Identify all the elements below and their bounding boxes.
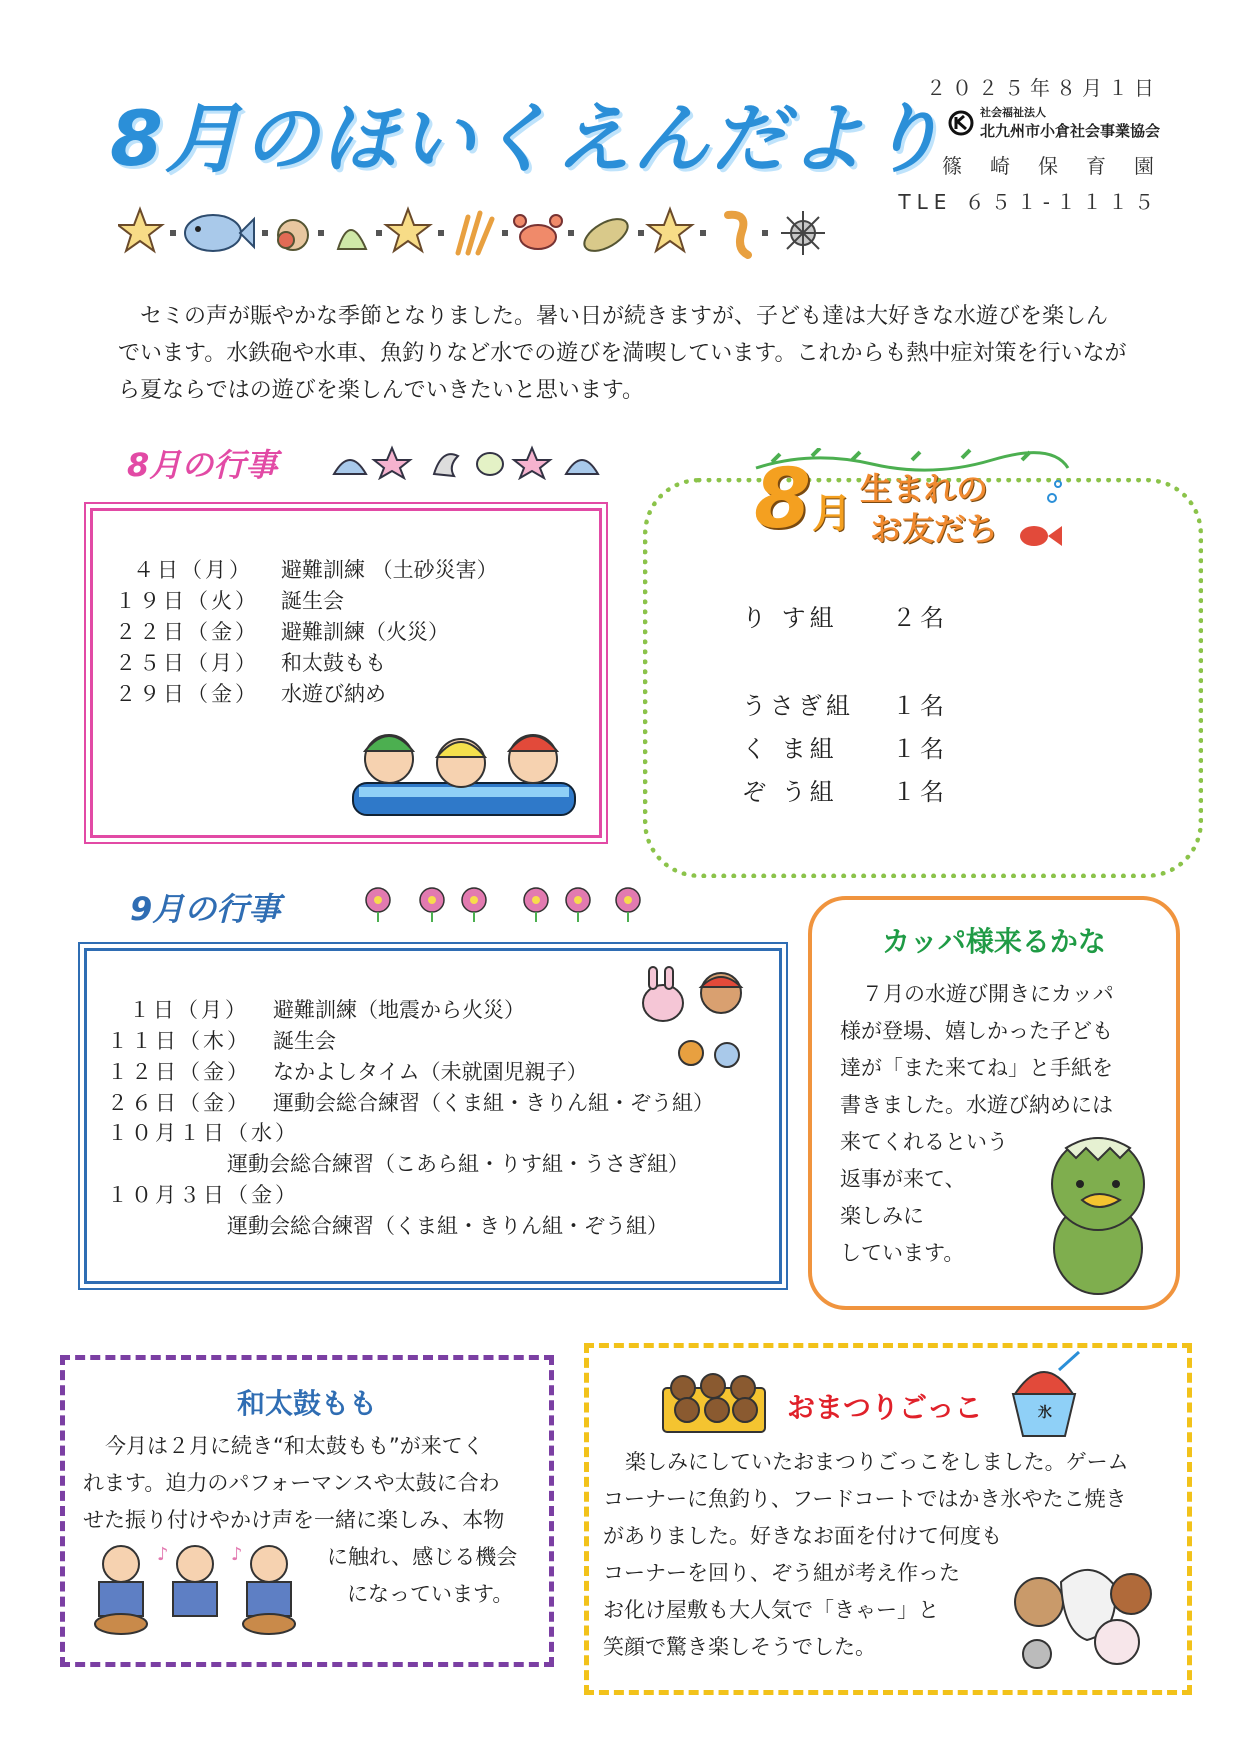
birthday-count: １名 (892, 692, 948, 720)
table-row (115, 646, 498, 677)
august-events-box (90, 508, 602, 838)
kappa-line: 達が「また来てね」と手紙を (840, 1056, 1113, 1080)
festival-title: おまつりごっこ (787, 1391, 983, 1424)
table-row (115, 584, 498, 615)
birthday-group: うさぎ組 (742, 692, 854, 720)
event-date: ２２日（金） (115, 619, 259, 644)
org-type: 社会福祉法人 (979, 106, 1046, 119)
event-date: ２６日（金） (107, 1090, 251, 1115)
event-name: 誕生会 (281, 588, 344, 613)
taiko-line: になっています。 (347, 1582, 514, 1606)
animal-kids-illustration (635, 963, 765, 1073)
shaved-ice-icon (999, 1350, 1089, 1440)
hermit-crab-icon (278, 220, 308, 250)
taiko-line: に触れ、感じる機会 (327, 1545, 518, 1569)
table-row (107, 1086, 714, 1117)
page-title: 8月のほいくえんだより (110, 94, 945, 183)
birthdays-title (752, 442, 1072, 560)
birthdays-title-line1: 生まれの (860, 470, 989, 508)
event-date: １９日（火） (115, 588, 259, 613)
event-name: 避難訓練（地震から火災） (273, 997, 525, 1022)
birthdays-title-line2: お友だち (870, 510, 999, 548)
festival-line: コーナーを回り、ぞう組が考え作った (603, 1561, 960, 1585)
kappa-line: 書きました。水遊び納めには (840, 1093, 1113, 1117)
sea-creatures-decoration (118, 205, 878, 261)
kappa-line: 様が登場、嬉しかった子ども (840, 1019, 1113, 1043)
event-date: ４日（月） (133, 557, 253, 582)
kappa-box (808, 896, 1180, 1310)
event-date: ２９日（金） (115, 681, 259, 706)
festival-line: コーナーに魚釣り、フードコートではかき氷やたこ焼き (603, 1487, 1127, 1511)
org-logo-icon (948, 110, 974, 136)
intro-paragraph: セミの声が賑やかな季節となりました。暑い日が続きますが、子ども達は大好きな水遊びを楽しんでいます。水鉄砲や水車、魚釣りなど水での遊びを満喫しています。これからも熱中症対策を行いながら夏ならではの遊びを楽しんでいきたいと思います。 (118, 304, 1127, 403)
august-events-title: 8月の行事 (127, 446, 278, 484)
music-note-icon-2: ♪ (231, 1544, 243, 1565)
table-row (107, 1024, 714, 1055)
shells-decoration (330, 444, 610, 480)
takoyaki-icon (659, 1358, 769, 1438)
taiko-line: せた振り付けやかけ声を一緒に楽しみ、本物 (83, 1508, 505, 1532)
shell-icon (338, 230, 366, 249)
birthday-count: ２名 (892, 604, 948, 632)
august-events-table (115, 553, 498, 708)
conch-icon (579, 213, 633, 258)
event-date: １１日（木） (107, 1028, 251, 1053)
crab-icon (514, 215, 562, 249)
flowers-decoration (360, 884, 650, 924)
shaved-ice-label: 氷 (1038, 1405, 1052, 1421)
kappa-line: 来てくれるという (840, 1130, 1008, 1154)
event-date: １０月１日（水） (107, 1121, 299, 1145)
event-date: １０月３日（金） (107, 1183, 299, 1207)
table-row (107, 993, 714, 1024)
festival-line: がありました。好きなお面を付けて何度も (603, 1524, 1002, 1548)
october-events (107, 1117, 779, 1241)
goldfish-icon (1020, 526, 1062, 546)
kappa-title: カッパ様来るかな (882, 925, 1106, 958)
festival-line: 笑顔で驚き楽しそうでした。 (603, 1635, 876, 1659)
birthday-group: く ま組 (742, 735, 838, 763)
event-date: １日（月） (129, 997, 249, 1022)
event-name: 運動会総合練習（くま組・きりん組・ぞう組） (227, 1214, 668, 1238)
taiko-title: 和太鼓もも (236, 1387, 377, 1420)
kappa-line: ７月の水遊び開きにカッパ (862, 982, 1114, 1006)
event-name: 避難訓練 （土砂災害） (281, 557, 498, 582)
fish-icon (185, 215, 254, 251)
table-row (115, 615, 498, 646)
table-row (107, 1055, 714, 1086)
festival-line: 楽しみにしていたおまつりごっこをしました。ゲーム (625, 1450, 1129, 1474)
org-name: 北九州市小倉社会事業協会 (979, 122, 1160, 140)
taiko-box (60, 1355, 554, 1667)
seahorse-icon (728, 215, 748, 255)
phone-number: TLE ６５１-１１１５ (898, 190, 1160, 214)
september-events-title: 9月の行事 (130, 890, 281, 928)
kappa-illustration (1034, 1128, 1164, 1298)
event-name: 運動会総合練習（こあら組・りす組・うさぎ組） (227, 1152, 689, 1176)
masks-illustration (1007, 1562, 1157, 1674)
starfish-icon-2 (386, 209, 430, 251)
table-row (115, 677, 498, 708)
issue-date: ２０２５年８月１日 (926, 76, 1160, 100)
birthday-row (742, 772, 948, 807)
birthday-row (742, 686, 948, 721)
kappa-line: 楽しみに (840, 1204, 924, 1228)
event-name: 運動会総合練習（くま組・きりん組・ぞう組） (273, 1090, 714, 1115)
nursery-name: 篠崎保育園 (942, 154, 1182, 178)
september-events-box (84, 948, 782, 1284)
music-note-icon: ♪ (157, 1544, 169, 1565)
taiko-drummers-illustration (85, 1538, 305, 1638)
kappa-line: しています。 (840, 1241, 965, 1265)
birthdays-title-number: 8 (754, 452, 812, 547)
birthday-count: １名 (892, 778, 948, 806)
event-name: 誕生会 (273, 1028, 336, 1053)
september-events-table (107, 993, 714, 1117)
birthday-count: １名 (892, 735, 948, 763)
event-date: １２日（金） (107, 1059, 251, 1084)
birthday-row (742, 729, 948, 764)
festival-box (584, 1343, 1192, 1695)
event-name: 避難訓練（火災） (281, 619, 449, 644)
kappa-line: 返事が来て、 (840, 1167, 966, 1191)
kids-pool-illustration (349, 721, 579, 821)
table-row (115, 553, 498, 584)
taiko-line: れます。迫力のパフォーマンスや太鼓に合わ (83, 1471, 500, 1495)
event-name: 和太鼓もも (281, 650, 386, 675)
birthdays-title-month: 月 (812, 491, 852, 537)
coral-icon (458, 213, 492, 253)
birthday-group: り す組 (742, 604, 838, 632)
birthday-group: ぞ う組 (742, 778, 838, 806)
event-name: 水遊び納め (281, 681, 386, 706)
org-block (948, 104, 1160, 141)
festival-line: お化け屋敷も大人気で「きゃー」と (603, 1598, 939, 1622)
taiko-line: 今月は２月に続き“和太鼓もも”が来てく (105, 1434, 484, 1458)
starfish-icon (118, 209, 162, 251)
sea-urchin-icon (781, 211, 825, 255)
event-date: ２５日（月） (115, 650, 259, 675)
event-name: なかよしタイム（未就園児親子） (273, 1059, 588, 1084)
birthday-row (742, 598, 948, 633)
starfish-icon-3 (648, 209, 692, 251)
